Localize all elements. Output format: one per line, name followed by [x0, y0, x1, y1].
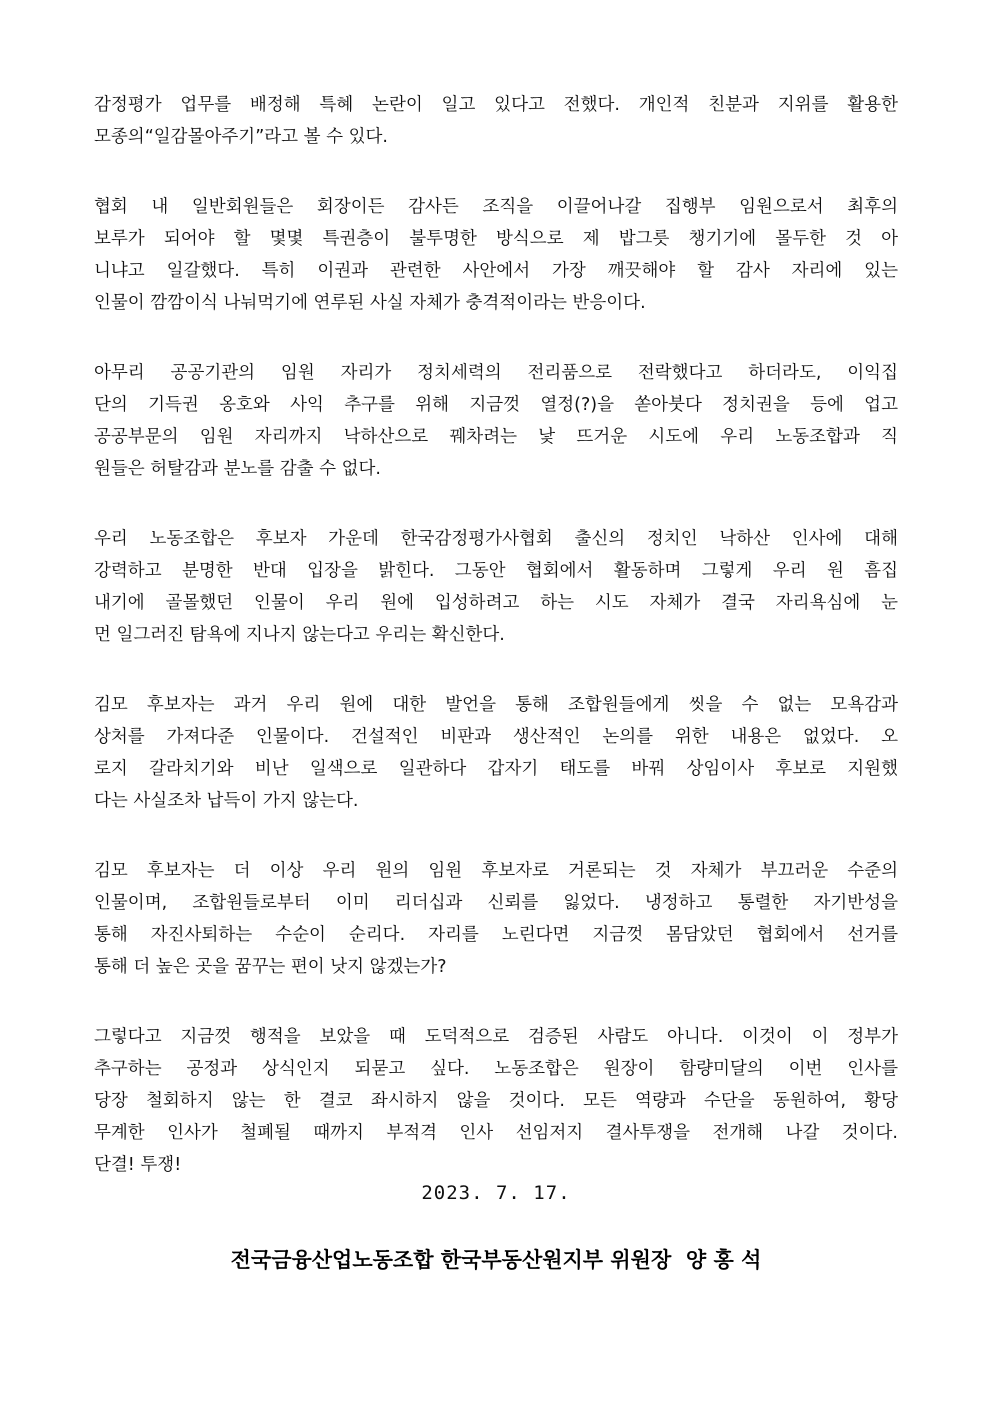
text-line: 모종의“일감몰아주기”라고 볼 수 있다.: [94, 127, 388, 147]
text-line: 다는 사실조차 납득이 가지 않는다.: [94, 791, 359, 811]
statement-body: [94, 89, 898, 1219]
text-line: 인물이며, 조합원들로부터 이미 리더십과 신뢰를 잃었다. 냉정하고 통렬한 자기반성을: [94, 893, 898, 913]
statement-date: 2023. 7. 17.: [421, 1182, 571, 1204]
text-line: 무계한 인사가 철폐될 때까지 부적격 인사 선임저지 결사투쟁을 전개해 나갈 것이다.: [94, 1123, 898, 1143]
text-line: 단의 기득권 옹호와 사익 추구를 위해 지금껏 열정(?)을 쏟아붓다 정치권을 등에 업고: [94, 395, 898, 415]
text-line: 단결! 투쟁!: [94, 1155, 182, 1175]
text-line: 통해 더 높은 곳을 꿈꾸는 편이 낫지 않겠는가?: [94, 957, 447, 977]
paragraph: [94, 523, 898, 651]
text-line: 감정평가 업무를 배정해 특혜 논란이 일고 있다고 전했다. 개인적 친분과 지위를 활용한: [94, 95, 898, 115]
text-line: 추구하는 공정과 상식인지 되묻고 싶다. 노동조합은 원장이 함량미달의 이번 인사를: [94, 1059, 898, 1079]
text-line: 강력하고 분명한 반대 입장을 밝힌다. 그동안 협회에서 활동하며 그렇게 우리 원 흠집: [94, 561, 898, 581]
paragraph: [94, 855, 898, 983]
text-line: 김모 후보자는 과거 우리 원에 대한 발언을 통해 조합원들에게 씻을 수 없는 모욕감과: [94, 695, 898, 715]
text-line: 보루가 되어야 할 몇몇 특권층이 불투명한 방식으로 제 밥그릇 챙기기에 몰두한 것 아: [94, 229, 898, 249]
text-line: 우리 노동조합은 후보자 가운데 한국감정평가사협회 출신의 정치인 낙하산 인사에 대해: [94, 529, 898, 549]
text-line: 김모 후보자는 더 이상 우리 원의 임원 후보자로 거론되는 것 자체가 부끄러운 수준의: [94, 861, 898, 881]
text-line: 그렇다고 지금껏 행적을 보았을 때 도덕적으로 검증된 사람도 아니다. 이것이 이 정부가: [94, 1027, 898, 1047]
text-line: 로지 갈라치기와 비난 일색으로 일관하다 갑자기 태도를 바꿔 상임이사 후보로 지원했: [94, 759, 898, 779]
text-line: 인물이 깜깜이식 나눠먹기에 연루된 사실 자체가 충격적이라는 반응이다.: [94, 293, 646, 313]
paragraph: [94, 689, 898, 817]
text-line: 통해 자진사퇴하는 수순이 순리다. 자리를 노린다면 지금껏 몸담았던 협회에서 선거를: [94, 925, 898, 945]
text-line: 상처를 가져다준 인물이다. 건설적인 비판과 생산적인 논의를 위한 내용은 없었다. 오: [94, 727, 898, 747]
text-line: 당장 철회하지 않는 한 결코 좌시하지 않을 것이다. 모든 역량과 수단을 동원하여, 황당: [94, 1091, 898, 1111]
paragraph: [94, 191, 898, 319]
paragraph: [94, 357, 898, 485]
paragraph: [94, 89, 898, 153]
text-line: 협회 내 일반회원들은 회장이든 감사든 조직을 이끌어나갈 집행부 임원으로서 최후의: [94, 197, 898, 217]
paragraph: [94, 1021, 898, 1181]
signature-line: 전국금융산업노동조합 한국부동산원지부 위원장 양 홍 석: [230, 1247, 762, 1272]
text-line: 먼 일그러진 탐욕에 지나지 않는다고 우리는 확신한다.: [94, 625, 505, 645]
text-line: 니냐고 일갈했다. 특히 이권과 관련한 사안에서 가장 깨끗해야 할 감사 자리에 있는: [94, 261, 898, 281]
text-line: 아무리 공공기관의 임원 자리가 정치세력의 전리품으로 전락했다고 하더라도, 이익집: [94, 363, 898, 383]
text-line: 내기에 골몰했던 인물이 우리 원에 입성하려고 하는 시도 자체가 결국 자리욕심에 눈: [94, 593, 898, 613]
text-line: 원들은 허탈감과 분노를 감출 수 없다.: [94, 459, 381, 479]
text-line: 공공부문의 임원 자리까지 낙하산으로 꿰차려는 낯 뜨거운 시도에 우리 노동조합과 직: [94, 427, 898, 447]
